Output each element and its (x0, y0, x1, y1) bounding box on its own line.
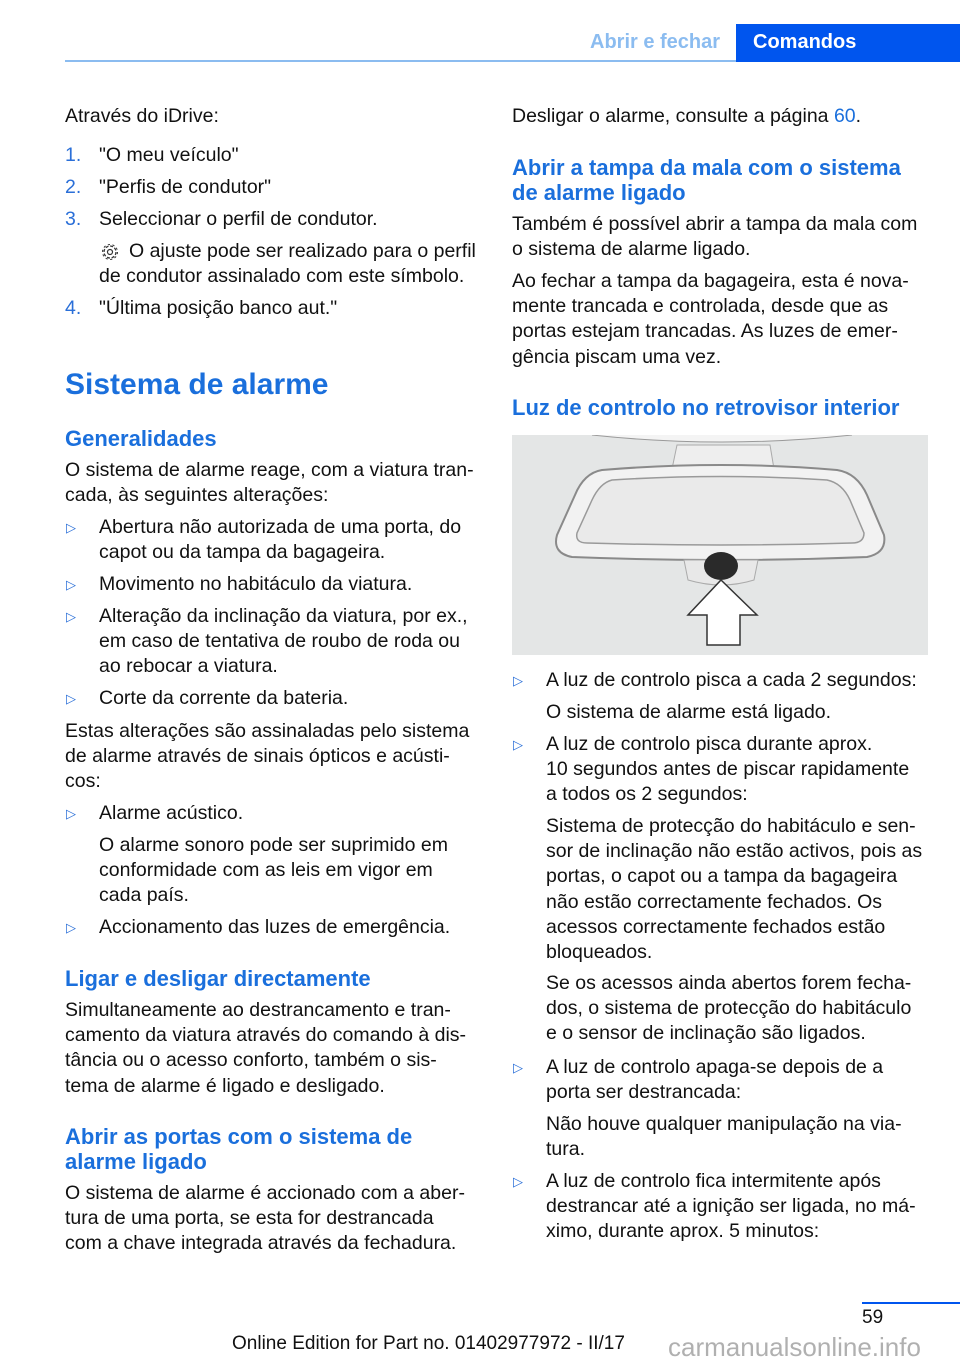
paragraph: Ao fechar a tampa da bagageira, esta é nova- mente trancada e controlada, desde que as portas estejam trancadas. As luzes de emer- gência piscam uma vez. (512, 270, 909, 368)
intro-text: Através do iDrive: (65, 105, 219, 127)
subsection-title: Abrir as portas com o sistema de alarme ligado (65, 1124, 413, 1174)
paragraph: Estas alterações são assinaladas pelo sistema de alarme através de sinais ópticos e acústi- cos: (65, 720, 470, 793)
bullet-subtext: O alarme sonoro pode ser suprimido em conformidade com as leis em vigor em cada país. (99, 834, 448, 907)
bullet-item: Movimento no habitáculo da viatura. (99, 573, 413, 595)
bullet-icon: ▷ (66, 609, 76, 624)
section-title: Sistema de alarme (65, 368, 329, 401)
tab-abrir-e-fechar[interactable]: Abrir e fechar (590, 31, 721, 53)
paragraph: O sistema de alarme reage, com a viatura tran- cada, às seguintes alterações: (65, 459, 474, 507)
bullet-subtext: Sistema de protecção do habitáculo e sen- sor de inclinação não estão activos, pois as portas, o capot ou a tampa da bagageira não estão correctamente fechados. Os acessos correctamente fechados estão bloqueados. (546, 815, 923, 964)
paragraph (512, 104, 932, 129)
step-number: 1. (65, 144, 82, 166)
paragraph-end: . (855, 105, 862, 127)
bullet-item: A luz de controlo pisca a cada 2 segundos: (546, 669, 917, 691)
step-item: "O meu veículo" (99, 144, 239, 166)
bullet-icon: ▷ (66, 920, 76, 935)
bullet-icon: ▷ (66, 691, 76, 706)
bullet-item: Corte da corrente da bateria. (99, 687, 349, 709)
subsection-title: Abrir a tampa da mala com o sistema de alarme ligado (512, 155, 901, 205)
step-number: 2. (65, 176, 82, 198)
bullet-icon: ▷ (513, 1060, 523, 1075)
footer-edition: Online Edition for Part no. 01402977972 - II/17 (232, 1333, 625, 1354)
bullet-item: Alteração da inclinação da viatura, por ex., em caso de tentativa de roubo de roda ou ao rebocar a viatura. (99, 605, 468, 678)
bullet-item: A luz de controlo pisca durante aprox. 10 segundos antes de piscar rapidamente a todos os 2 segundos: (546, 733, 910, 806)
bullet-item: Accionamento das luzes de emergência. (99, 916, 451, 938)
watermark: carmanualsonline.info (668, 1332, 921, 1362)
page-link[interactable]: 60 (833, 105, 856, 127)
paragraph: Também é possível abrir a tampa da mala com o sistema de alarme ligado. (512, 213, 918, 261)
bullet-subtext: Não houve qualquer manipulação na via- tura. (546, 1113, 902, 1161)
subsection-title: Generalidades (65, 426, 217, 451)
bullet-item: Abertura não autorizada de uma porta, do capot ou da tampa da bagageira. (99, 516, 462, 564)
bullet-icon: ▷ (66, 520, 76, 535)
bullet-icon: ▷ (66, 577, 76, 592)
paragraph: O sistema de alarme é accionado com a aber- tura de uma porta, se esta for destrancada com a chave integrada através da fechadura. (65, 1182, 465, 1255)
bullet-icon: ▷ (66, 806, 76, 821)
page-number: 59 (862, 1307, 884, 1328)
bullet-item: A luz de controlo apaga-se depois de a porta ser destrancada: (546, 1056, 884, 1104)
bullet-subtext: Se os acessos ainda abertos forem fecha- dos, o sistema de protecção do habitáculo e o sensor de inclinação são ligados. (546, 972, 912, 1045)
tab-comandos-label: Comandos (753, 31, 857, 53)
bullet-item: A luz de controlo fica intermitente após destrancar até a ignição ser ligada, no má- ximo, durante aprox. 5 minutos: (546, 1170, 916, 1243)
paragraph-text: Desligar o alarme, consulte a página (512, 105, 834, 127)
bullet-icon: ▷ (513, 673, 523, 688)
step-item: "Perfis de condutor" (99, 176, 272, 198)
bullet-subtext: O sistema de alarme está ligado. (546, 701, 832, 723)
bullet-icon: ▷ (513, 1174, 523, 1189)
rearview-mirror-illustration (512, 435, 928, 655)
tab-comandos[interactable] (736, 24, 960, 62)
step-item: Seleccionar o perfil de condutor. (99, 208, 378, 230)
subsection-title: Luz de controlo no retrovisor interior (512, 395, 900, 420)
step-item: "Última posição banco aut." (99, 297, 338, 319)
bullet-icon: ▷ (513, 737, 523, 752)
step3-note: O ajuste pode ser realizado para o perfil de condutor assinalado com este símbolo. (99, 240, 476, 288)
footer-rule (862, 1302, 960, 1304)
bullet-item: Alarme acústico. (99, 802, 244, 824)
step-number: 3. (65, 208, 82, 230)
subsection-title: Ligar e desligar directamente (65, 966, 371, 991)
paragraph: Simultaneamente ao destrancamento e tran- camento da viatura através do comando à dis- tância ou o acesso conforto, também o sis- tema de alarme é ligado e desligado. (65, 999, 467, 1097)
step-number: 4. (65, 297, 82, 319)
